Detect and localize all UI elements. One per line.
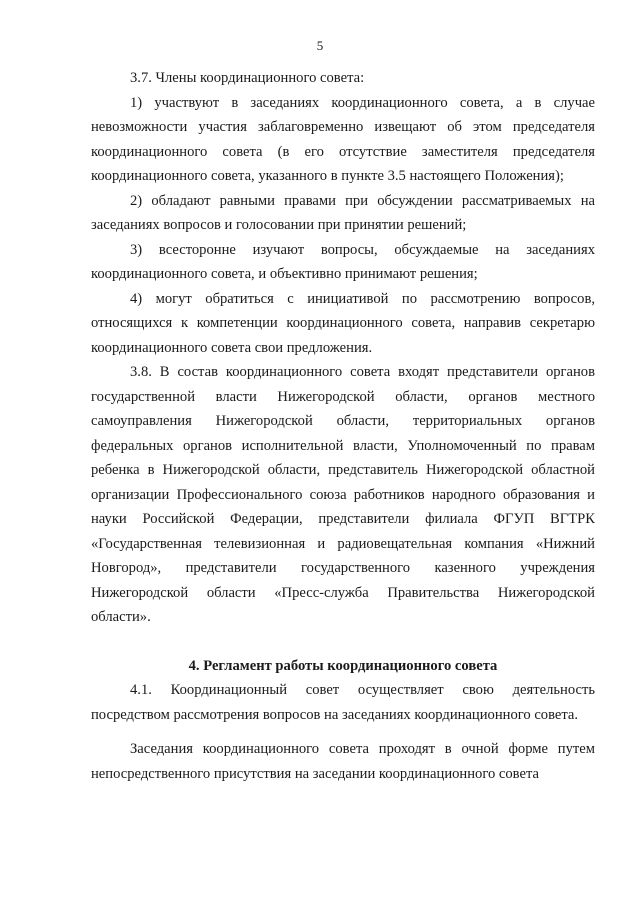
page-number: 5 [316, 38, 324, 53]
document-body [91, 66, 595, 786]
section-title: 4. Регламент работы координационного совета [188, 657, 498, 674]
paragraph-3-7-item-1: 1) участвуют в заседаниях координационного совета, а в случае невозможности участия заблаговременно извещают об этом председателя координационного совета (в его отсутствие заместителя председателя координационного совета, указанного в пункте 3.5 настоящего Положения); [91, 94, 595, 184]
paragraph-gap [91, 727, 595, 737]
paragraph-4-1: 4.1. Координационный совет осуществляет свою деятельность посредством рассмотрения вопросов на заседаниях координационного совета. [91, 682, 595, 723]
paragraph-3-7-item-2: 2) обладают равными правами при обсуждении рассматриваемых на заседаниях вопросов и голосовании при принятии решений; [91, 192, 595, 233]
paragraph-4-1-continued: Заседания координационного совета проходят в очной форме путем непосредственного присутствия на заседании координационного совета [91, 741, 595, 782]
paragraph-3-8: 3.8. В состав координационного совета входят представители органов государственной власти Нижегородской области, органов местного самоуправления Нижегородской области, территориальных органов федеральных органов исполнительной власти, Уполномоченный по правам ребенка в Нижегородской области, представитель Нижегородской областной организации Профессионального союза работников народного образования и науки Российской Федерации, представители филиала ФГУП ВГТРК «Государственная телевизионная и радиовещательная компания «Нижний Новгород», представители государственного казенного учреждения Нижегородской области «Пресс-служба Правительства Нижегородской области». [91, 364, 595, 625]
paragraph-3-7: 3.7. Члены координационного совета: [130, 70, 365, 86]
paragraph-3-7-item-3: 3) всесторонне изучают вопросы, обсуждаемые на заседаниях координационного совета, и объективно принимают решения; [91, 241, 595, 282]
paragraph-3-7-item-4: 4) могут обратиться с инициативой по рассмотрению вопросов, относящихся к компетенции координационного совета, направив секретарю координационного совета свои предложения. [91, 290, 595, 356]
